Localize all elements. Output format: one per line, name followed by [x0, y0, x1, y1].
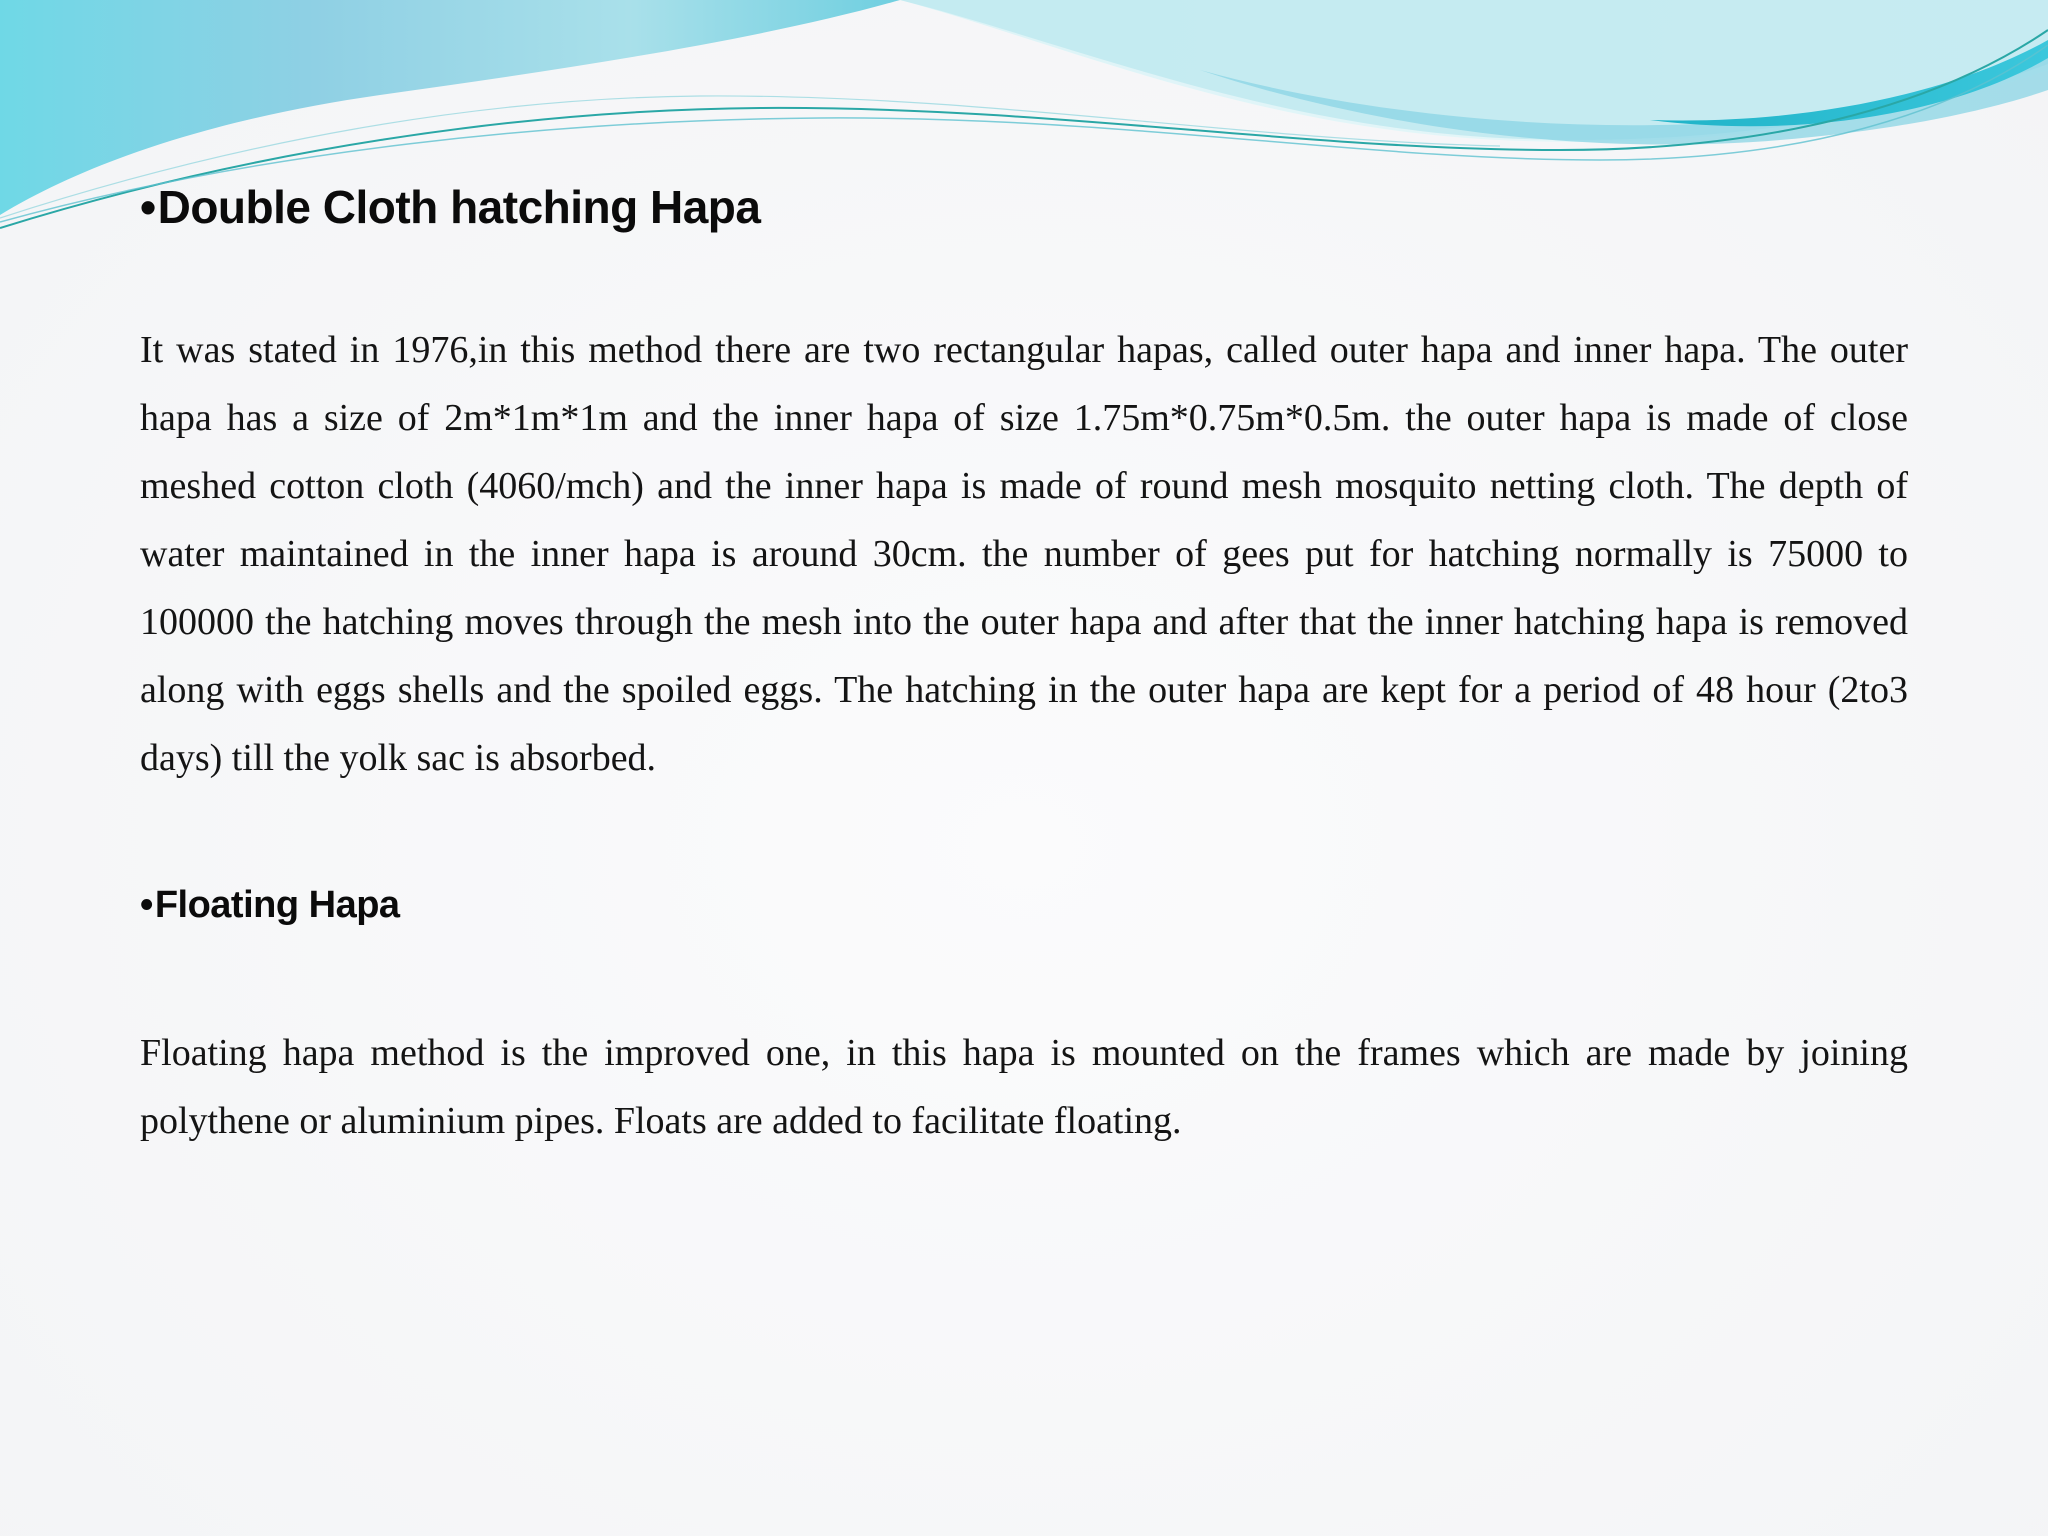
slide-content [140, 180, 1908, 1155]
paragraph-double-cloth: It was stated in 1976,in this method there are two rectangular hapas, called outer hapa and inner hapa. The outer hapa has a size of 2m*1m*1m and the inner hapa of size 1.75m*0.75m*0.5m. the outer hapa is made of close meshed cotton cloth (4060/mch) and the inner hapa is made of round mesh mosquito netting cloth. The depth of water maintained in the inner hapa is around 30cm. the number of gees put for hatching normally is 75000 to 100000 the hatching moves through the mesh into the outer hapa and after that the inner hatching hapa is removed along with eggs shells and the spoiled eggs. The hatching in the outer hapa are kept for a period of 48 hour (2to3 days) till the yolk sac is absorbed. [140, 329, 1908, 779]
bullet-icon: • [140, 884, 153, 926]
heading-text: Floating Hapa [154, 884, 400, 926]
heading-floating-hapa [140, 884, 1908, 927]
heading-text: Double Cloth hatching Hapa [157, 181, 761, 233]
paragraph-floating-hapa: Floating hapa method is the improved one, in this hapa is mounted on the frames which are made by joining polythene or aluminium pipes. Floats are added to facilitate floating. [140, 1032, 1908, 1142]
bullet-icon: • [140, 181, 156, 233]
heading-double-cloth-hatching-hapa [140, 180, 1908, 234]
